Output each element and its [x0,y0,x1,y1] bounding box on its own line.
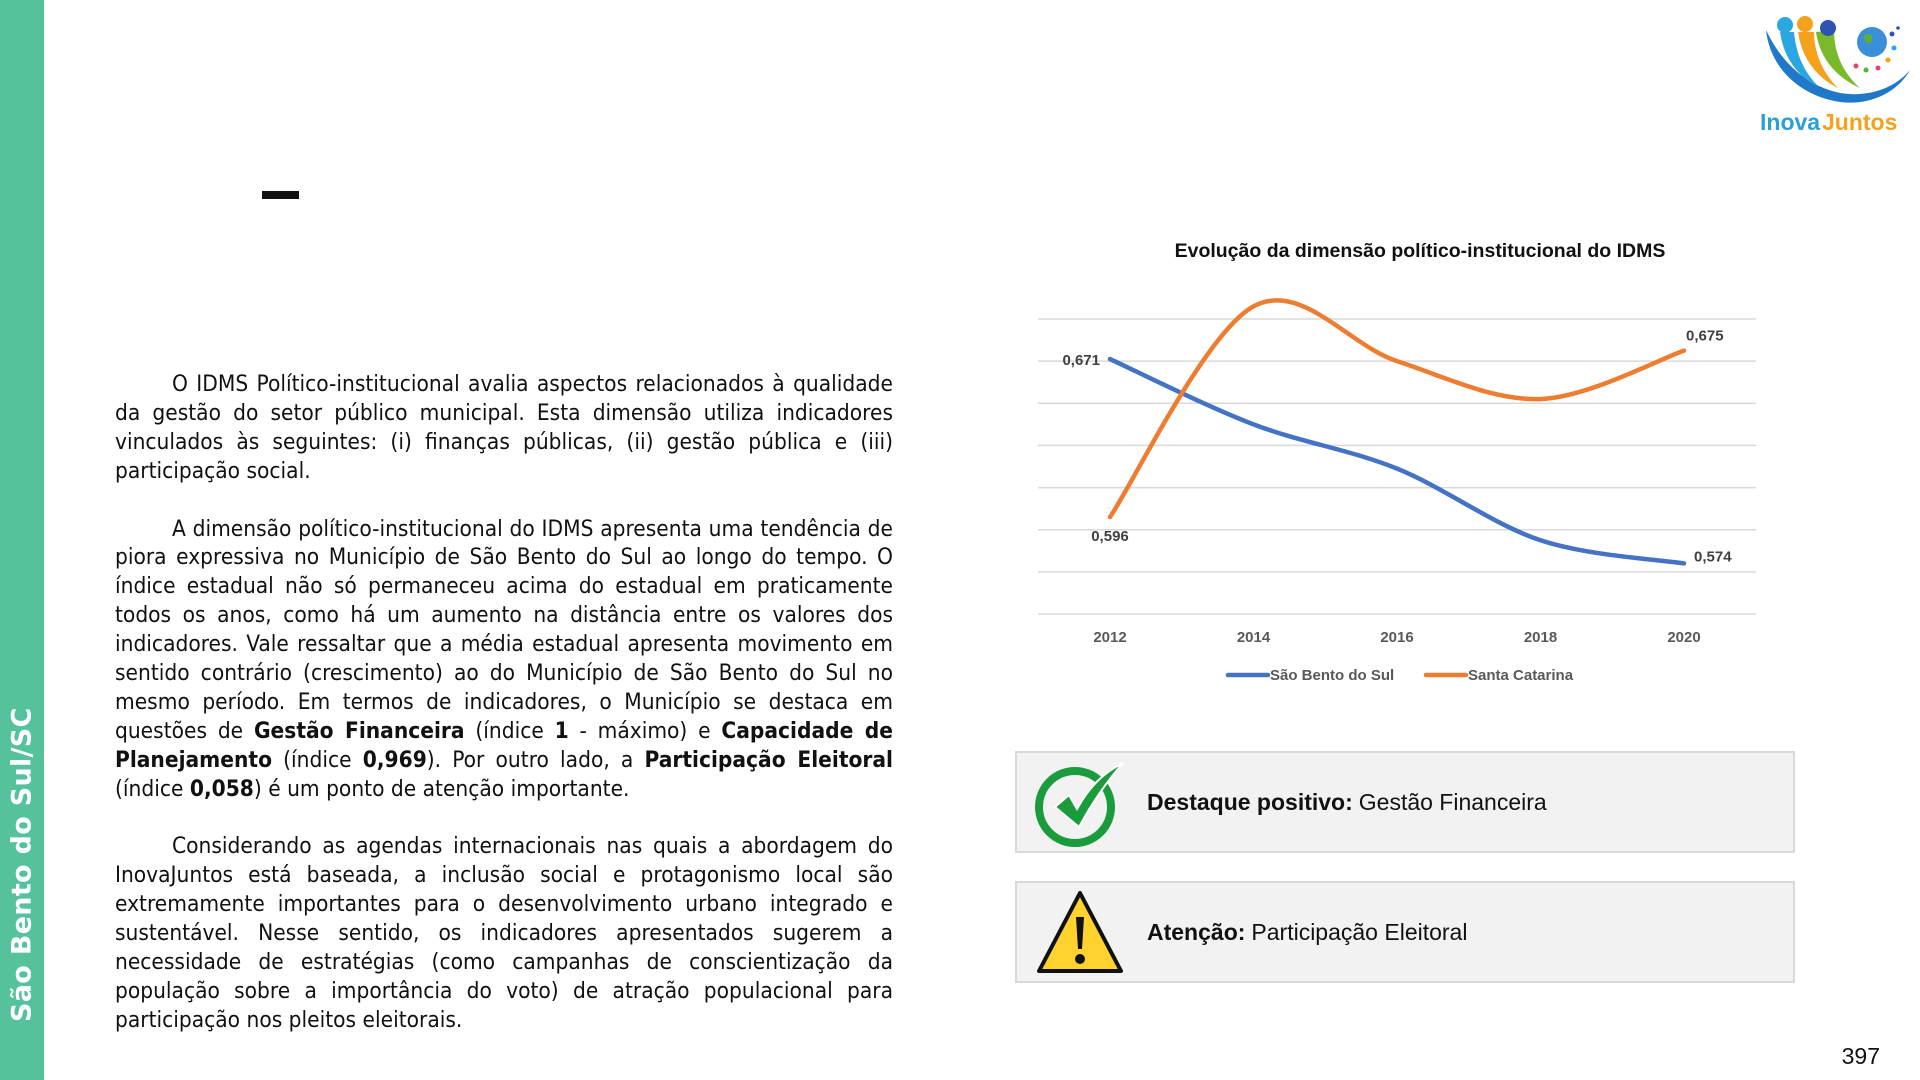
chart-title: Evolução da dimensão político-institucional do IDMS [1174,240,1666,262]
legend-label: Santa Catarina [1468,667,1574,684]
callout-positive [1015,751,1795,853]
check-circle-icon [1035,759,1125,849]
data-label: 0,671 [1062,352,1100,370]
data-label: 0,596 [1091,528,1129,546]
logo-text-juntos: Juntos [1822,109,1898,135]
sidebar-municipality-label: São Bento do Sul/SC [6,707,38,1022]
title-dash [262,191,299,199]
callout-positive-text: Destaque positivo: Gestão Financeira [1147,788,1547,815]
series-line-santa-catarina [1110,300,1684,517]
callout-attention [1015,881,1795,983]
x-tick-label: 2016 [1380,629,1414,646]
x-tick-label: 2014 [1236,629,1271,646]
sidebar-band [0,0,44,1080]
paragraph-2: A dimensão político-institucional do IDMS apresenta uma tendência de piora expressiva no Município de São Bento do Sul ao longo do tempo. O índice estadual não só permaneceu acima do estadual em praticamente todos os anos, como há um aumento na distância entre os valores dos indicadores. Vale ressaltar que a média estadual apresenta movimento em sentido contrário (crescimento) ao do Município de São Bento do Sul no mesmo período. Em termos de indicadores, o Município se destaca em questões de Gestão Financeira (índice 1 - máximo) e Capacidade de Planejamento (índice 0,969). Por outro lado, a Participação Eleitoral (índice 0,058) é um ponto de atenção importante. [115,515,893,802]
x-tick-label: 2012 [1093,629,1127,646]
paragraph-1: O IDMS Político-institucional avalia aspectos relacionados à qualidade da gestão do setor público municipal. Esta dimensão utiliza indicadores vinculados às seguintes: (i) finanças públicas, (ii) gestão pública e (iii) participação social. [115,371,893,484]
x-tick-label: 2018 [1523,629,1558,646]
paragraph-3: Considerando as agendas internacionais nas quais a abordagem do InovaJuntos está baseada, a inclusão social e protagonismo local são extremamente importantes para o desenvolvimento urbano integrado e sustentável. Nesse sentido, os indicadores apresentados sugerem a necessidade de estratégias (como campanhas de conscientização da população sobre a importância do voto) de atração populacional para participação nos pleitos eleitorais. [115,833,893,1033]
legend-label: São Bento do Sul [1270,667,1395,684]
body-text [115,370,893,1064]
logo-text-inova: Inova [1760,109,1821,135]
page-number: 397 [1841,1043,1880,1069]
series-line-sao-bento-do-sul [1110,359,1684,563]
x-tick-label: 2020 [1667,629,1701,646]
inovajuntos-logo [1760,8,1912,138]
callout-attention-text: Atenção: Participação Eleitoral [1147,918,1468,945]
data-label: 0,675 [1686,327,1724,345]
data-label: 0,574 [1694,548,1732,566]
logo-figures-icon [1766,16,1910,103]
warning-triangle-icon [1035,889,1125,979]
line-chart [1030,290,1790,690]
